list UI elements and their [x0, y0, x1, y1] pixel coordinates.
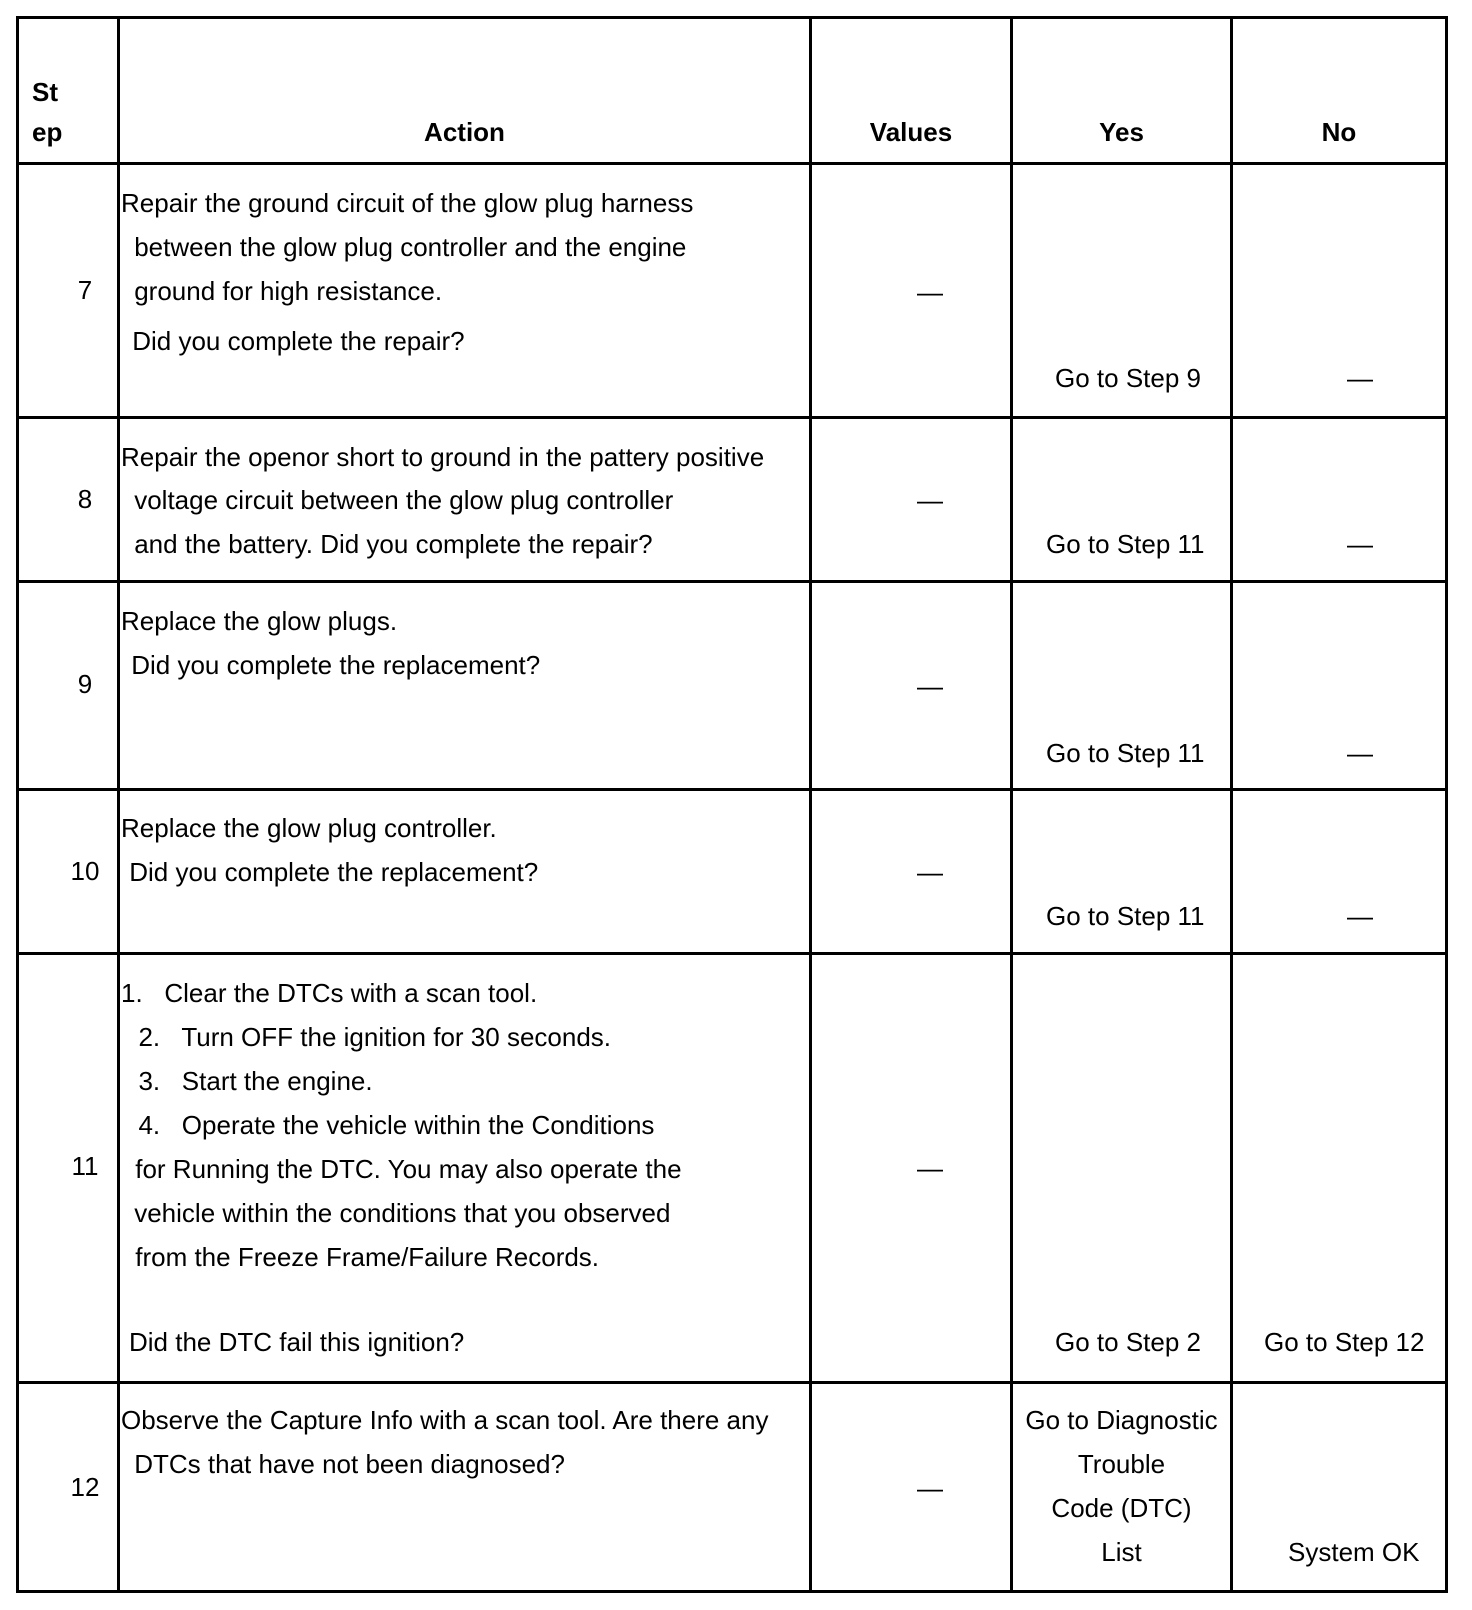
action-line: voltage circuit between the glow plug controller — [127, 485, 674, 515]
values-cell: — — [917, 671, 943, 701]
action-line: Did the DTC fail this ignition? — [129, 1327, 465, 1357]
yes-cell: Go to Step 2 — [1055, 1327, 1201, 1357]
header-yes: Yes — [1099, 117, 1144, 147]
column-divider — [1010, 16, 1013, 1593]
step-number: 9 — [77, 669, 93, 699]
yes-cell: Go to Step 11 — [1046, 738, 1205, 768]
action-line: Repair the ground circuit of the glow plug harness — [121, 188, 694, 218]
header-values: Values — [869, 117, 953, 147]
yes-cell: Go to Step 11 — [1046, 529, 1205, 559]
values-cell: — — [917, 857, 943, 887]
action-line: Replace the glow plug controller. — [121, 813, 497, 843]
row-divider — [16, 952, 1448, 955]
header-bottom-line — [16, 162, 1448, 165]
action-line: 3. Start the engine. — [124, 1066, 373, 1096]
values-cell: — — [917, 485, 943, 515]
yes-cell-line: Go to Diagnostic — [1025, 1405, 1218, 1435]
action-line: between the glow plug controller and the engine — [127, 232, 687, 262]
no-cell: — — [1347, 901, 1373, 931]
row-divider — [16, 1381, 1448, 1384]
values-cell: — — [917, 277, 943, 307]
values-cell: — — [917, 1153, 943, 1183]
header-step-line2: ep — [32, 117, 63, 147]
yes-cell: Go to Step 9 — [1055, 363, 1201, 393]
yes-cell-line: List — [1101, 1537, 1142, 1567]
yes-cell: Go to Step 11 — [1046, 901, 1205, 931]
step-number: 11 — [71, 1151, 99, 1181]
no-cell: — — [1347, 363, 1373, 393]
yes-cell-line: Code (DTC) — [1051, 1493, 1192, 1523]
table-border-bottom — [16, 1590, 1448, 1593]
action-line: Did you complete the replacement? — [124, 650, 541, 680]
row-divider — [16, 788, 1448, 791]
action-line: Replace the glow plugs. — [121, 606, 398, 636]
column-divider — [1230, 16, 1233, 1593]
values-cell: — — [917, 1473, 943, 1503]
action-line: Did you complete the repair? — [125, 326, 465, 356]
action-line: Repair the openor short to ground in the pattery positive — [121, 442, 765, 472]
action-line: vehicle within the conditions that you observed — [127, 1198, 671, 1228]
no-cell: Go to Step 12 — [1264, 1327, 1425, 1357]
step-number: 7 — [77, 275, 93, 305]
table-border-right — [1445, 16, 1448, 1593]
header-step-line1: St — [32, 77, 58, 107]
action-line: 2. Turn OFF the ignition for 30 seconds. — [124, 1022, 612, 1052]
action-line: ground for high resistance. — [127, 276, 443, 306]
yes-cell-line: Trouble — [1077, 1449, 1166, 1479]
no-cell: System OK — [1288, 1537, 1420, 1567]
header-action: Action — [424, 117, 505, 147]
action-line: Observe the Capture Info with a scan tool. Are there any — [121, 1405, 769, 1435]
action-line: Did you complete the replacement? — [122, 857, 539, 887]
action-line: 4. Operate the vehicle within the Conditions — [124, 1110, 655, 1140]
action-line: and the battery. Did you complete the repair? — [127, 529, 653, 559]
no-cell: — — [1347, 529, 1373, 559]
header-no: No — [1321, 117, 1357, 147]
action-line: for Running the DTC. You may also operate the — [128, 1154, 682, 1184]
table-border-left — [16, 16, 19, 1593]
action-line: 1. Clear the DTCs with a scan tool. — [121, 978, 538, 1008]
action-line: DTCs that have not been diagnosed? — [127, 1449, 565, 1479]
step-number: 12 — [70, 1472, 100, 1502]
table-border-top — [16, 16, 1448, 19]
action-line: from the Freeze Frame/Failure Records. — [128, 1242, 600, 1272]
step-number: 8 — [77, 484, 93, 514]
row-divider — [16, 416, 1448, 419]
row-divider — [16, 580, 1448, 583]
step-number: 10 — [70, 856, 100, 886]
no-cell: — — [1347, 738, 1373, 768]
column-divider — [809, 16, 812, 1593]
column-divider — [117, 16, 120, 1593]
